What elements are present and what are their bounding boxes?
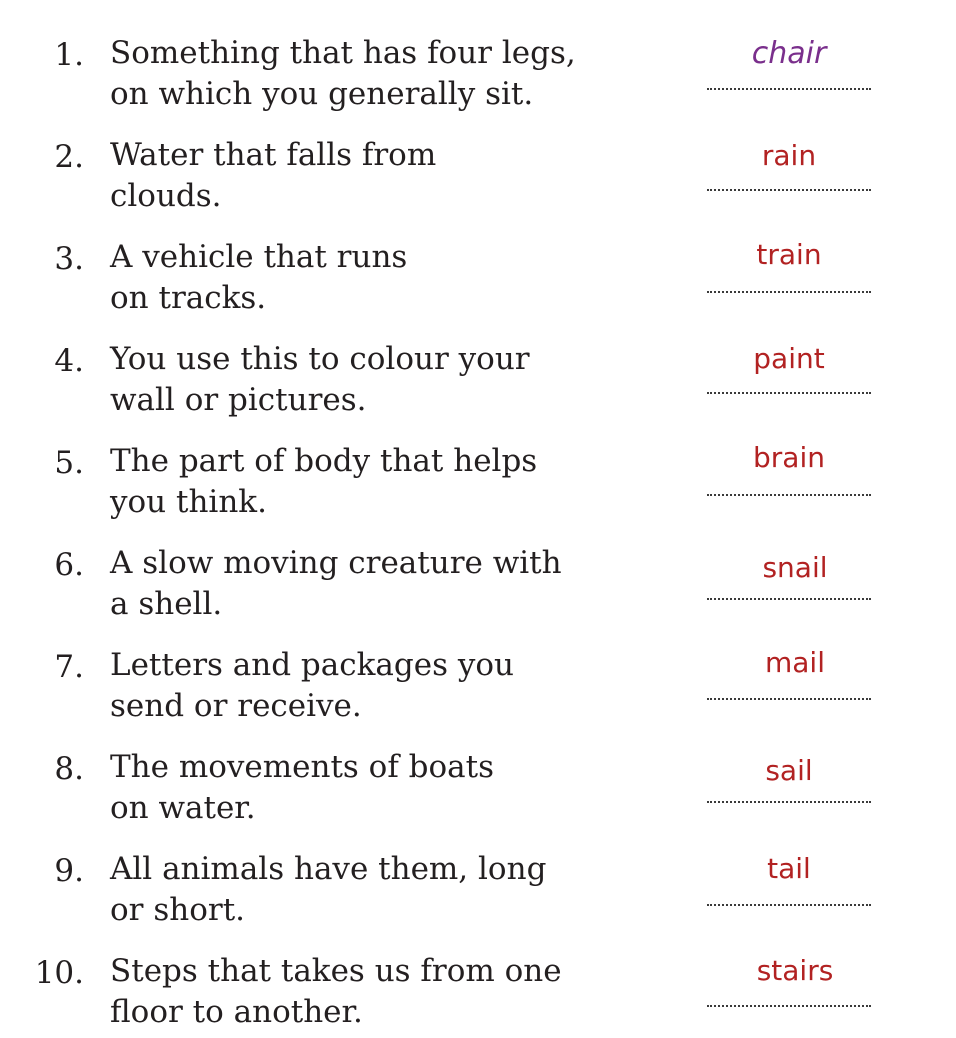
question-clue — [110, 135, 630, 217]
clue-line-1: Water that falls from — [110, 137, 437, 173]
answer-line — [707, 1005, 871, 1007]
answer-line — [707, 494, 871, 496]
answer-line — [707, 392, 871, 394]
clue-line-2: on which you generally sit. — [110, 76, 534, 112]
answer-line — [707, 88, 871, 90]
answer-text: train — [756, 238, 822, 271]
question-clue — [110, 951, 630, 1033]
question-clue — [110, 747, 630, 829]
answer-text: mail — [765, 646, 825, 679]
clue-line-1: The movements of boats — [110, 749, 495, 785]
question-item-9 — [0, 836, 956, 936]
question-item-8 — [0, 734, 956, 834]
question-number: 6. — [54, 547, 84, 583]
question-item-10 — [0, 938, 956, 1038]
answer-text: sail — [765, 754, 813, 787]
question-item-6 — [0, 530, 956, 630]
question-number: 7. — [54, 649, 84, 685]
answer-text: paint — [753, 342, 825, 375]
question-item-2 — [0, 122, 956, 222]
question-item-1 — [0, 20, 956, 120]
question-number: 8. — [54, 751, 84, 787]
clue-line-2: send or receive. — [110, 688, 362, 724]
clue-line-2: or short. — [110, 892, 246, 928]
clue-line-2: wall or pictures. — [110, 382, 367, 418]
clue-line-2: on water. — [110, 790, 256, 826]
answer-line — [707, 291, 871, 293]
question-item-7 — [0, 632, 956, 732]
clue-line-2: clouds. — [110, 178, 222, 214]
answer-line — [707, 598, 871, 600]
clue-line-1: A slow moving creature with — [110, 545, 562, 581]
clue-line-2: a shell. — [110, 586, 223, 622]
answer-line — [707, 904, 871, 906]
question-clue — [110, 645, 630, 727]
answer-text: rain — [761, 139, 817, 172]
question-clue — [110, 441, 630, 523]
question-clue — [110, 339, 630, 421]
clue-line-2: floor to another. — [110, 994, 363, 1030]
clue-line-1: Letters and packages you — [110, 647, 514, 683]
question-clue — [110, 849, 630, 931]
answer-text: chair — [751, 36, 827, 71]
clue-line-1: The part of body that helps — [110, 443, 538, 479]
answer-line — [707, 189, 871, 191]
question-item-4 — [0, 326, 956, 426]
question-number: 5. — [54, 445, 84, 481]
question-clue — [110, 237, 630, 319]
clue-line-1: Steps that takes us from one — [110, 953, 562, 989]
question-clue — [110, 543, 630, 625]
question-number: 1. — [54, 37, 84, 73]
question-number: 10. — [34, 955, 84, 991]
answer-text: snail — [762, 551, 828, 584]
clue-line-1: All animals have them, long — [110, 851, 547, 887]
clue-line-2: you think. — [110, 484, 267, 520]
answer-text: brain — [753, 441, 825, 474]
clue-line-1: You use this to colour your — [110, 341, 530, 377]
question-number: 4. — [54, 343, 84, 379]
question-number: 2. — [54, 139, 84, 175]
answer-text: stairs — [756, 954, 834, 987]
clue-line-1: A vehicle that runs — [110, 239, 408, 275]
answer-line — [707, 801, 871, 803]
question-clue — [110, 33, 630, 115]
clue-line-2: on tracks. — [110, 280, 267, 316]
answer-text: tail — [767, 852, 811, 885]
clue-line-1: Something that has four legs, — [110, 35, 576, 71]
question-number: 3. — [54, 241, 84, 277]
answer-line — [707, 698, 871, 700]
question-item-3 — [0, 224, 956, 324]
question-item-5 — [0, 428, 956, 528]
question-number: 9. — [54, 853, 84, 889]
